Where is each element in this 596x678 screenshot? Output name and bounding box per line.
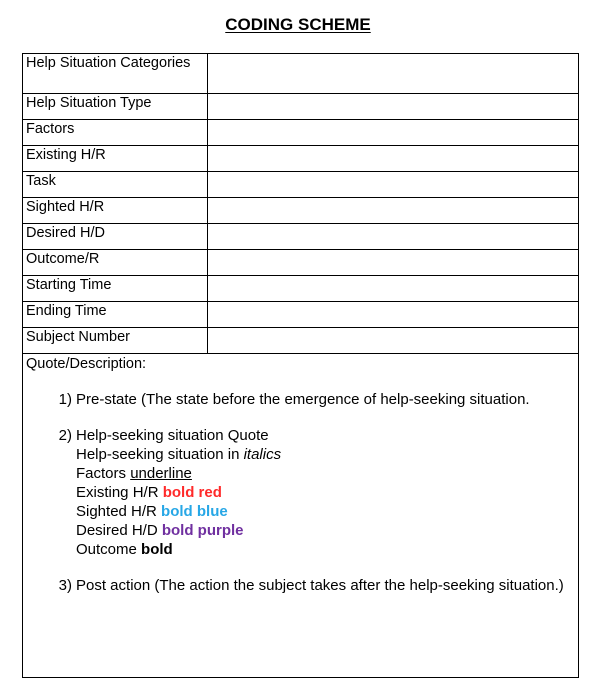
table-row: [23, 224, 579, 250]
table-row: [23, 54, 579, 94]
row-value: [208, 224, 579, 250]
row-label: Ending Time: [23, 302, 208, 328]
title-text: CODING SCHEME: [225, 15, 371, 34]
list-item: [26, 576, 575, 595]
row-value: [208, 276, 579, 302]
table-row: [23, 328, 579, 354]
legend-line-sighted: [76, 502, 565, 521]
table-row: [23, 172, 579, 198]
row-label: Help Situation Type: [23, 94, 208, 120]
row-label: Factors: [23, 120, 208, 146]
document-title: [0, 15, 596, 35]
row-label: Sighted H/R: [23, 198, 208, 224]
legend-line-outcome: [76, 540, 565, 559]
item-number: 3): [58, 577, 72, 594]
list-item: [26, 426, 575, 559]
legend-line-existing: [76, 483, 565, 502]
quote-row: [23, 354, 579, 678]
quote-heading: Quote/Description:: [26, 356, 147, 372]
legend-style-bold-red: bold red: [162, 484, 222, 501]
legend-line-quote: Help-seeking situation Quote: [76, 427, 269, 444]
coding-table: [22, 53, 579, 678]
row-label: Outcome/R: [23, 250, 208, 276]
legend-prefix: Factors: [76, 465, 131, 482]
item-number: 1): [58, 391, 72, 408]
row-value: [208, 94, 579, 120]
legend-style-bold-blue: bold blue: [161, 503, 228, 520]
table-row: [23, 250, 579, 276]
row-value: [208, 302, 579, 328]
legend-prefix: Desired H/D: [76, 522, 162, 539]
row-label: Subject Number: [23, 328, 208, 354]
table-row: [23, 198, 579, 224]
legend-style-bold-purple: bold purple: [161, 522, 244, 539]
legend-style-italics: italics: [243, 446, 282, 463]
quote-list: [26, 390, 575, 595]
row-value: [208, 54, 579, 94]
row-label: Desired H/D: [23, 224, 208, 250]
row-value: [208, 172, 579, 198]
table-row: [23, 276, 579, 302]
row-value: [208, 146, 579, 172]
legend-prefix: Outcome: [76, 541, 142, 558]
row-label: Existing H/R: [23, 146, 208, 172]
legend-block: [76, 426, 575, 559]
row-label: Starting Time: [23, 276, 208, 302]
legend-line-italics: [76, 445, 565, 464]
item-text: Post action (The action the subject takes after the help-seeking situation.): [76, 577, 564, 594]
row-value: [208, 328, 579, 354]
legend-prefix: Sighted H/R: [76, 503, 162, 520]
table-row: [23, 146, 579, 172]
table-row: [23, 302, 579, 328]
list-item: [26, 390, 575, 409]
row-value: [208, 120, 579, 146]
legend-line-underline: [76, 464, 565, 483]
table-row: [23, 94, 579, 120]
row-label: Task: [23, 172, 208, 198]
row-value: [208, 250, 579, 276]
table-row: [23, 120, 579, 146]
item-text: Pre-state (The state before the emergence of help-seeking situation.: [76, 391, 530, 408]
legend-prefix: Help-seeking situation in: [76, 446, 244, 463]
quote-description-cell: [23, 354, 579, 678]
row-label: Help Situation Categories: [23, 54, 208, 94]
legend-style-bold: bold: [141, 541, 173, 558]
legend-style-underline: underline: [130, 465, 192, 482]
legend-prefix: Existing H/R: [76, 484, 163, 501]
row-value: [208, 198, 579, 224]
legend-line-desired: [76, 521, 565, 540]
item-number: 2): [58, 427, 72, 444]
